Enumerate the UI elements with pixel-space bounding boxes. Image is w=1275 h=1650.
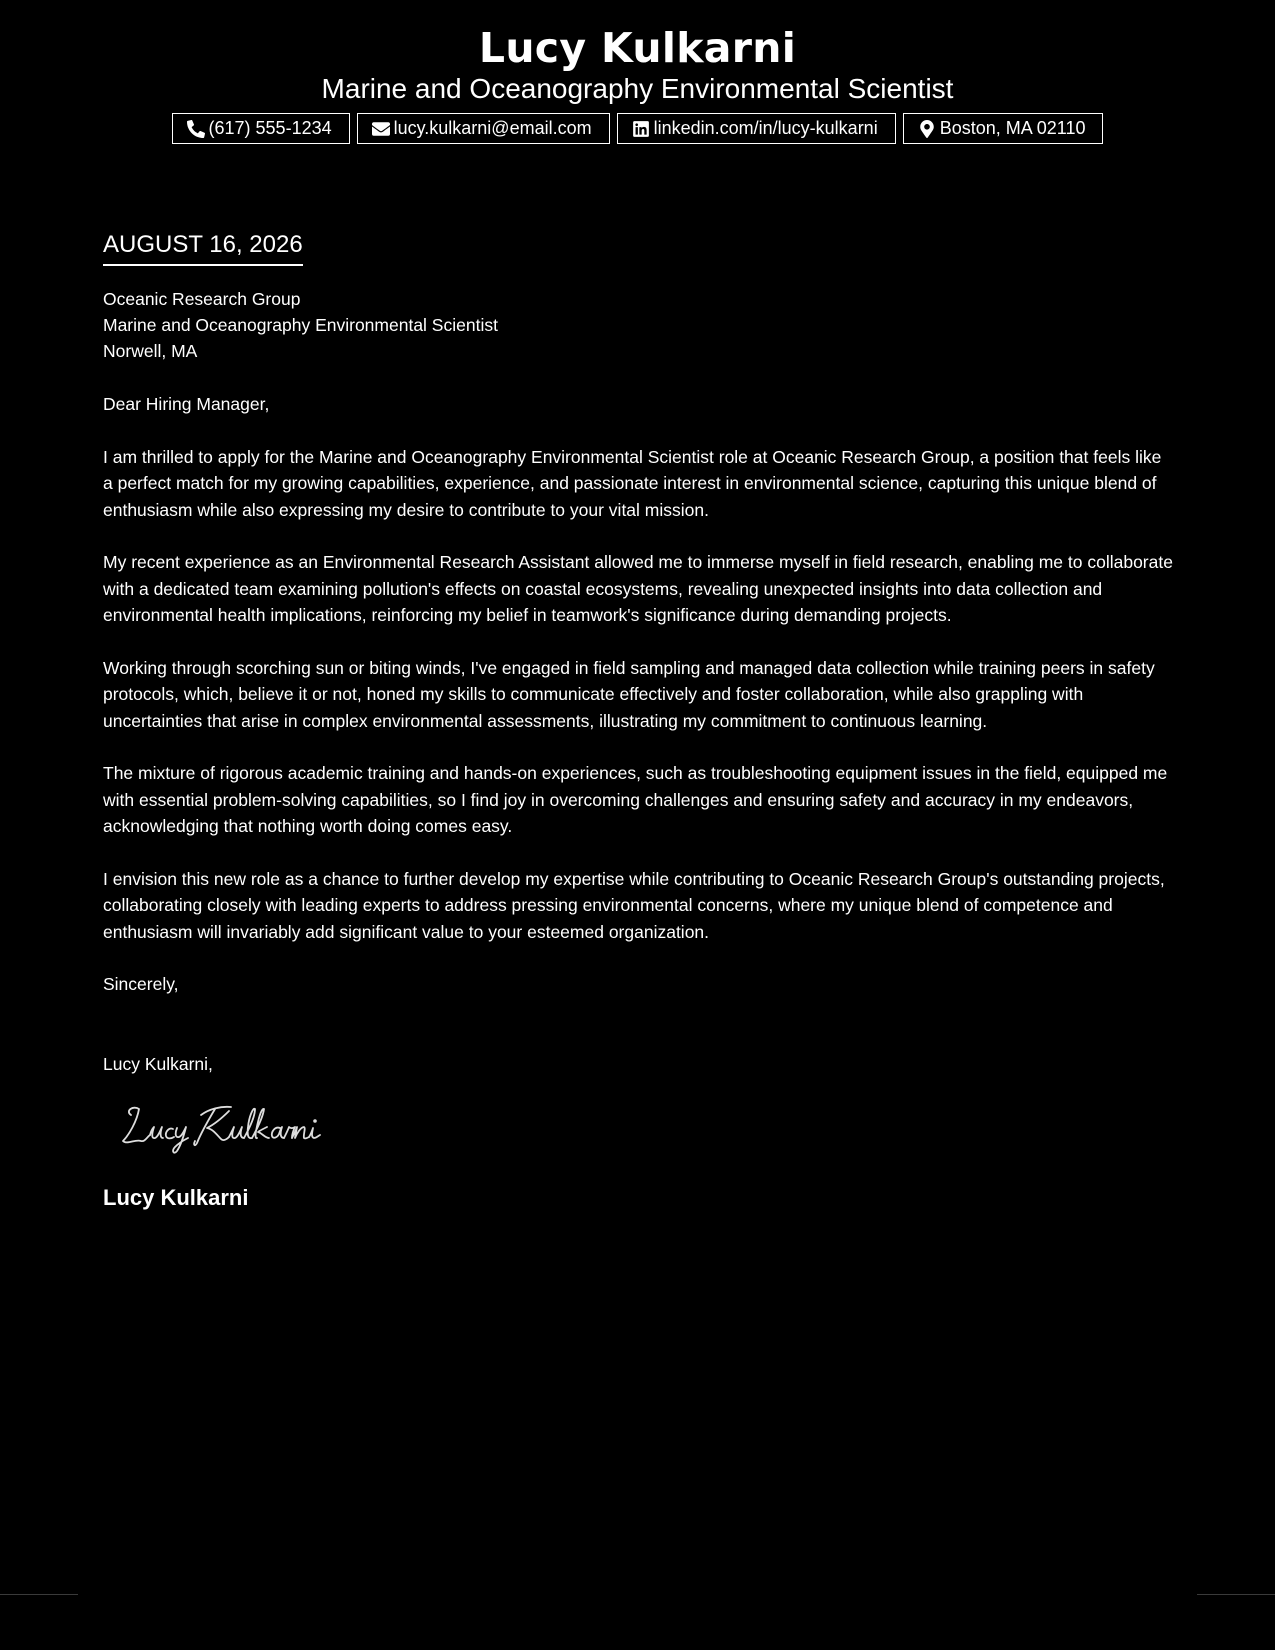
- letter-paragraph: My recent experience as an Environmental Research Assistant allowed me to immerse myself in field research, enabling me to collaborate with a dedicated team examining pollution's effects on coastal ecosystems, revealing unexpected insights into data collection and environmental health implications, reinforcing my belief in teamwork's significance during demanding projects.: [103, 552, 1173, 625]
- footer-divider-right: [1197, 1594, 1275, 1595]
- map-marker-icon: [918, 120, 936, 138]
- signed-name: Lucy Kulkarni: [103, 1184, 249, 1210]
- recipient-location: Norwell, MA: [103, 341, 198, 361]
- contact-location[interactable]: [903, 113, 1104, 144]
- letter-paragraph: The mixture of rigorous academic training and hands-on experiences, such as troubleshooting equipment issues in the field, equipped me with essential problem-solving capabilities, so I find joy in overcoming challenges and ensuring safety and accuracy in my endeavors, acknowledging that nothing worth doing comes easy.: [103, 763, 1168, 836]
- applicant-name: Lucy Kulkarni: [478, 24, 797, 72]
- phone-icon: [187, 120, 205, 138]
- footer-divider-left: [0, 1594, 78, 1595]
- letter-header: [0, 22, 1275, 106]
- contact-linkedin[interactable]: [617, 113, 896, 144]
- contact-email[interactable]: [357, 113, 610, 144]
- letter-paragraph: Working through scorching sun or biting winds, I've engaged in field sampling and managed data collection while training peers in safety protocols, which, believe it or not, honed my skills to communicate effectively and foster collaboration, while also grappling with uncertainties that arise in complex environmental assessments, illustrating my commitment to continuous learning.: [103, 657, 1155, 731]
- letter-paragraph: I envision this new role as a chance to further develop my expertise while contributing to Oceanic Research Group's outstanding projects, collaborating closely with leading experts to address pressing environmental concerns, where my unique blend of competence and enthusiasm will invariably add significant value to your esteemed organization.: [103, 868, 1165, 942]
- applicant-title: Marine and Oceanography Environmental Scientist: [321, 73, 954, 104]
- recipient-block: [103, 286, 1173, 364]
- letter-greeting: Dear Hiring Manager,: [103, 394, 270, 414]
- recipient-position: Marine and Oceanography Environmental Scientist: [103, 315, 498, 335]
- letter-paragraph: I am thrilled to apply for the Marine and Oceanography Environmental Scientist role at Oceanic Research Group, a position that feels like a perfect match for my growing capabilities, experience, and passionate interest in environmental science, capturing this unique blend of enthusiasm while also expressing my desire to contribute to your vital mission.: [103, 446, 1162, 520]
- contact-location-text: Boston, MA 02110: [939, 118, 1086, 138]
- contact-bar: [0, 113, 1275, 144]
- recipient-company: Oceanic Research Group: [103, 289, 301, 309]
- letter-closing: Sincerely,: [103, 974, 179, 994]
- letter-date: AUGUST 16, 2026: [103, 228, 303, 266]
- envelope-icon: [372, 120, 390, 138]
- contact-phone-text: (617) 555-1234: [208, 118, 332, 138]
- contact-phone[interactable]: [172, 113, 350, 144]
- letter-body: [103, 228, 1173, 1211]
- letter-signoff: Lucy Kulkarni,: [103, 1053, 213, 1074]
- linkedin-icon: [632, 120, 650, 138]
- contact-email-text: lucy.kulkarni@email.com: [393, 118, 592, 138]
- contact-linkedin-text: linkedin.com/in/lucy-kulkarni: [653, 118, 878, 138]
- handwritten-signature: [117, 1097, 357, 1157]
